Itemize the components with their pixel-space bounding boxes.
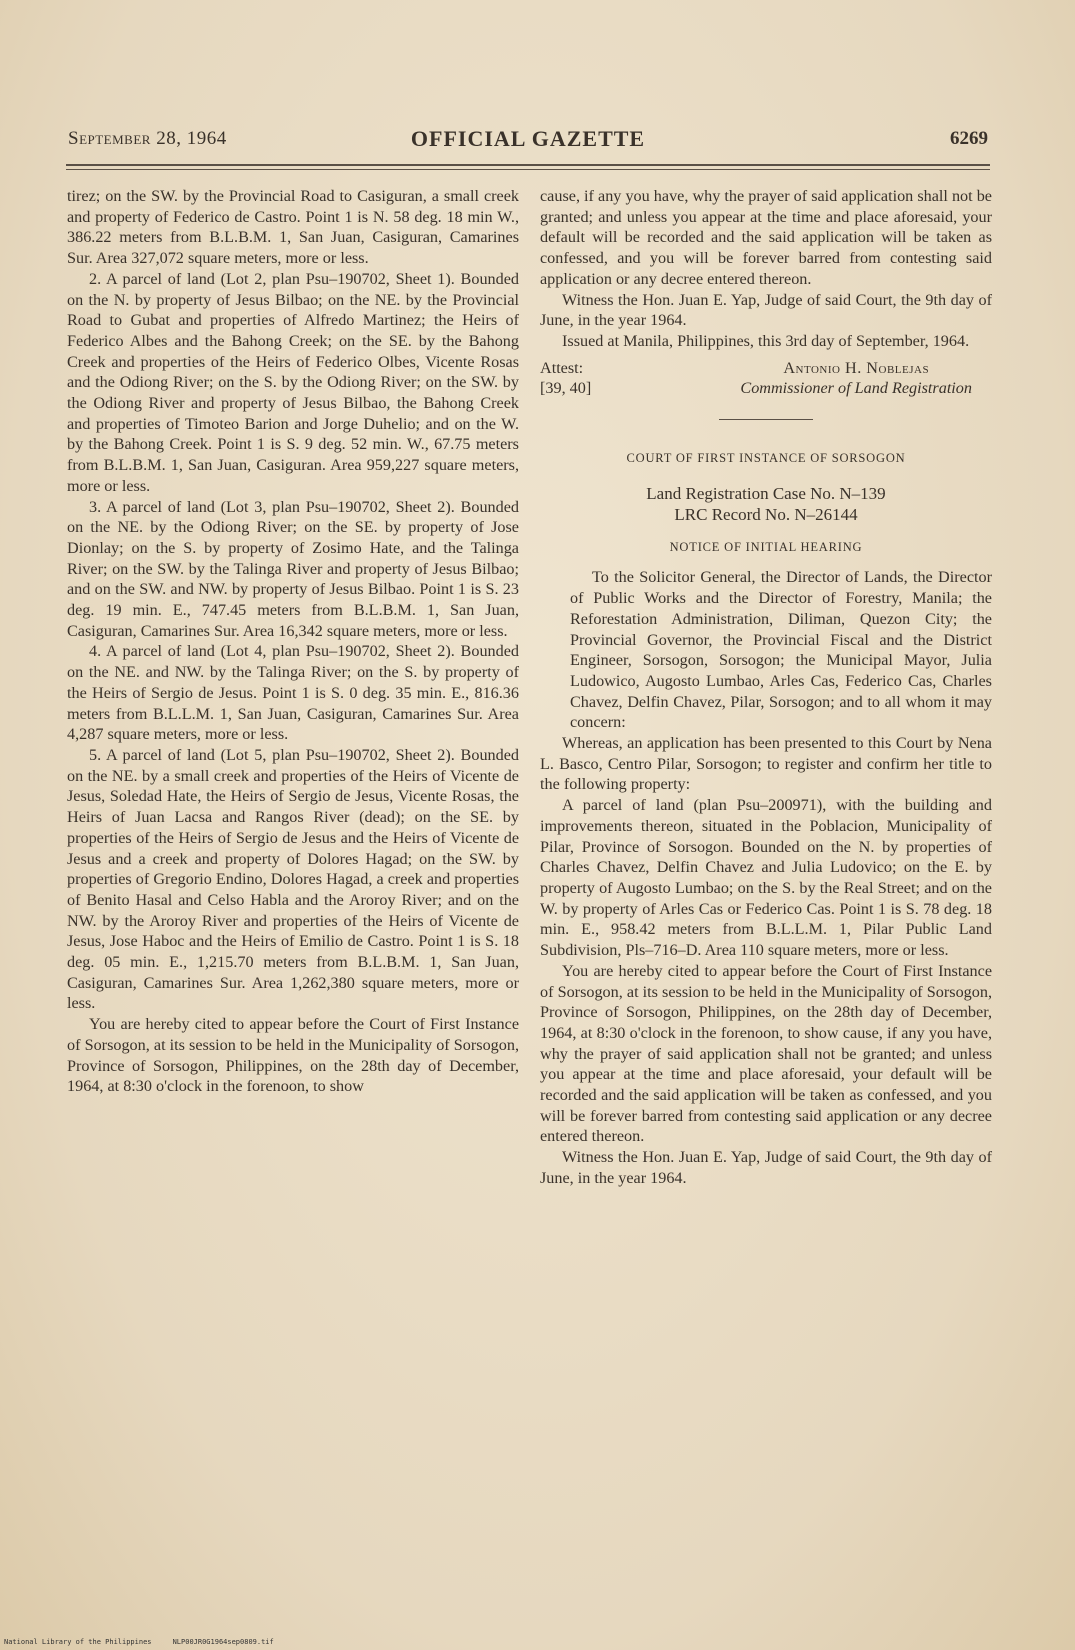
paragraph: 5. A parcel of land (Lot 5, plan Psu–190702, Sheet 2). Bounded on the NE. by a small creek and properties of the Heirs of Vicente de Jesus, Soledad Hate, the Heirs of Sergio de Jesus, Vicente Rosas, the Heirs of Juan Lacsa and Rangos River (dead); on the SE. by properties of the Heirs of Sergio de Jesus and the Heirs of Vicente de Jesus and a creek and property of Dolores Hagad; on the SW. by properties of Gregorio Endino, Dolores Hagad, a creek and properties of Benito Hasal and Celso Habla and the Aroroy River; and on the NW. by the Aroroy River and properties of the Heirs of Vicente de Jesus, Jose Haboc and the Heirs of Emilio de Castro. Point 1 is S. 18 deg. 05 min. E., 1,215.70 meters from B.L.B.M. 1, San Juan, Casiguran, Camarines Sur. Area 1,262,380 square meters, more or less. [67, 745, 519, 1013]
page-number: 6269 [950, 128, 988, 149]
header-rule [66, 164, 990, 170]
paragraph: Whereas, an application has been presented to this Court by Nena L. Basco, Centro Pilar, Sorsogon; to register and confirm her title to the following property: [540, 734, 992, 794]
section-divider [719, 419, 813, 420]
record-number: LRC Record No. N–26144 [674, 504, 858, 524]
paragraph: You are hereby cited to appear before the Court of First Instance of Sorsogon, at its session to be held in the Municipality of Sorsogon, Province of Sorsogon, Philippines, on the 28th day of December, 1964, at 8:30 o'clock in the forenoon, to show cause, if any you have, why the prayer of said application shall not be granted; and unless you appear at the time and place aforesaid, your default will be recorded and the said application will be taken as confessed, and you will be forever barred from contesting said application or any decree entered thereon. [540, 961, 992, 1146]
scan-label: National Library of the Philippines [4, 1638, 152, 1646]
attest-block [540, 358, 992, 399]
paragraph: 4. A parcel of land (Lot 4, plan Psu–190702, Sheet 2). Bounded on the NE. and NW. by the Talinga River; on the S. by property of the Heirs of Sergio de Jesus. Point 1 is S. 0 deg. 35 min. E., 816.36 meters from B.L.L.M. 1, San Juan, Casiguran, Camarines Sur. Area 4,287 square meters, more or less. [67, 642, 519, 744]
paragraph: 2. A parcel of land (Lot 2, plan Psu–190702, Sheet 1). Bounded on the N. by property of Jesus Bilbao; on the NE. by the Provincial Road to Gubat and properties of Alfredo Martinez; the Heirs of Federico Albes and the Bahong Creek; on the SE. by the Bahong Creek and properties of the Heirs of Federico Olbes, Vicente Rosas and the Odiong River; on the S. by the Odiong River; on the SW. by the Odiong River and property of Jesus Bilbao, the Bahong Creek and properties of Timoteo Barion and Jorge Duhelio; and on the W. by the Bahong Creek. Point 1 is S. 9 deg. 52 min. W., 67.75 meters from B.L.B.M. 1, San Juan, Casiguran. Area 959,227 square meters, more or less. [67, 269, 519, 495]
scan-file-name: NLP00JR0G1964sep0809.tif [172, 1638, 274, 1646]
attest-title: Commissioner of Land Registration [740, 379, 972, 398]
paragraph: Issued at Manila, Philippines, this 3rd day of September, 1964. [562, 331, 970, 350]
notice-heading: NOTICE OF INITIAL HEARING [669, 539, 863, 554]
paragraph: Witness the Hon. Juan E. Yap, Judge of said Court, the 9th day of June, in the year 1964. [540, 1148, 992, 1187]
court-heading: COURT OF FIRST INSTANCE OF SORSOGON [626, 451, 906, 466]
header-date: September 28, 1964 [68, 128, 227, 149]
attest-ref: [39, 40] [540, 379, 592, 398]
paragraph: A parcel of land (plan Psu–200971), with the building and improvements thereon, situated in the Poblacion, Municipality of Pilar, Province of Sorsogon. Bounded on the N. by properties of Charles Chavez, Delfin Chavez and Julia Ludovico; on the E. by property of Augosto Lumbao; on the S. by the Real Street; and on the W. by property of Arles Cas or Federico Cas. Point 1 is S. 78 deg. 18 min. E., 958.42 meters from B.L.L.M. 1, Pilar Public Land Subdivision, Pls–716–D. Area 110 square meters, more or less. [540, 796, 992, 960]
right-column [540, 186, 992, 1189]
paragraph: tirez; on the SW. by the Provincial Road to Casiguran, a small creek and property of Federico de Castro. Point 1 is N. 58 deg. 18 min W., 386.22 meters from B.L.B.M. 1, San Juan, Casiguran, Camarines Sur. Area 327,072 square meters, more or less. [67, 187, 519, 268]
attest-label: Attest: [540, 358, 584, 377]
paragraph: cause, if any you have, why the prayer of said application shall not be granted; and unless you appear at the time and place aforesaid, your default will be recorded and the said application will be taken as confessed, and you will be forever barred from contesting said application or any decree entered thereon. [540, 187, 992, 288]
left-column [67, 186, 519, 1097]
header-title: OFFICIAL GAZETTE [410, 126, 646, 151]
attest-name: Antonio H. Noblejas [783, 358, 930, 377]
case-number: Land Registration Case No. N–139 [646, 483, 886, 503]
paragraph: Witness the Hon. Juan E. Yap, Judge of said Court, the 9th day of June, in the year 1964. [540, 290, 992, 330]
paragraph: 3. A parcel of land (Lot 3, plan Psu–190702, Sheet 2). Bounded on the NE. by the Odiong River; on the SE. by property of Jose Dionlay; on the S. by property of Zosimo Hate, and the Talinga River; on the SW. by the Talinga River and property of Jesus Bilbao; and on the SW. and NW. by property of Jesus Bilbao. Point 1 is S. 23 deg. 19 min. E., 747.45 meters from B.L.B.M. 1, San Juan, Casiguran, Camarines Sur. Area 16,342 square meters, more or less. [67, 497, 519, 640]
scan-footer [4, 1638, 274, 1646]
notice-address: To the Solicitor General, the Director of Lands, the Director of Public Works and the Director of Forestry, Manila; the Reforestation Administration, Diliman, Quezon City; the Provincial Governor, the Provincial Fiscal and the District Engineer, Sorsogon, Sorsogon; the Municipal Mayor, Julia Ludowico, Augosto Lumbao, Arles Cas, Federico Cas, Charles Chavez, Delfin Chavez, Pilar, Sorsogon; and to all whom it may concern: [570, 568, 992, 732]
page-header [68, 128, 988, 158]
paragraph: You are hereby cited to appear before the Court of First Instance of Sorsogon, at its session to be held in the Municipality of Sorsogon, Province of Sorsogon, Philippines, on the 28th day of December, 1964, at 8:30 o'clock in the forenoon, to show [67, 1015, 519, 1096]
